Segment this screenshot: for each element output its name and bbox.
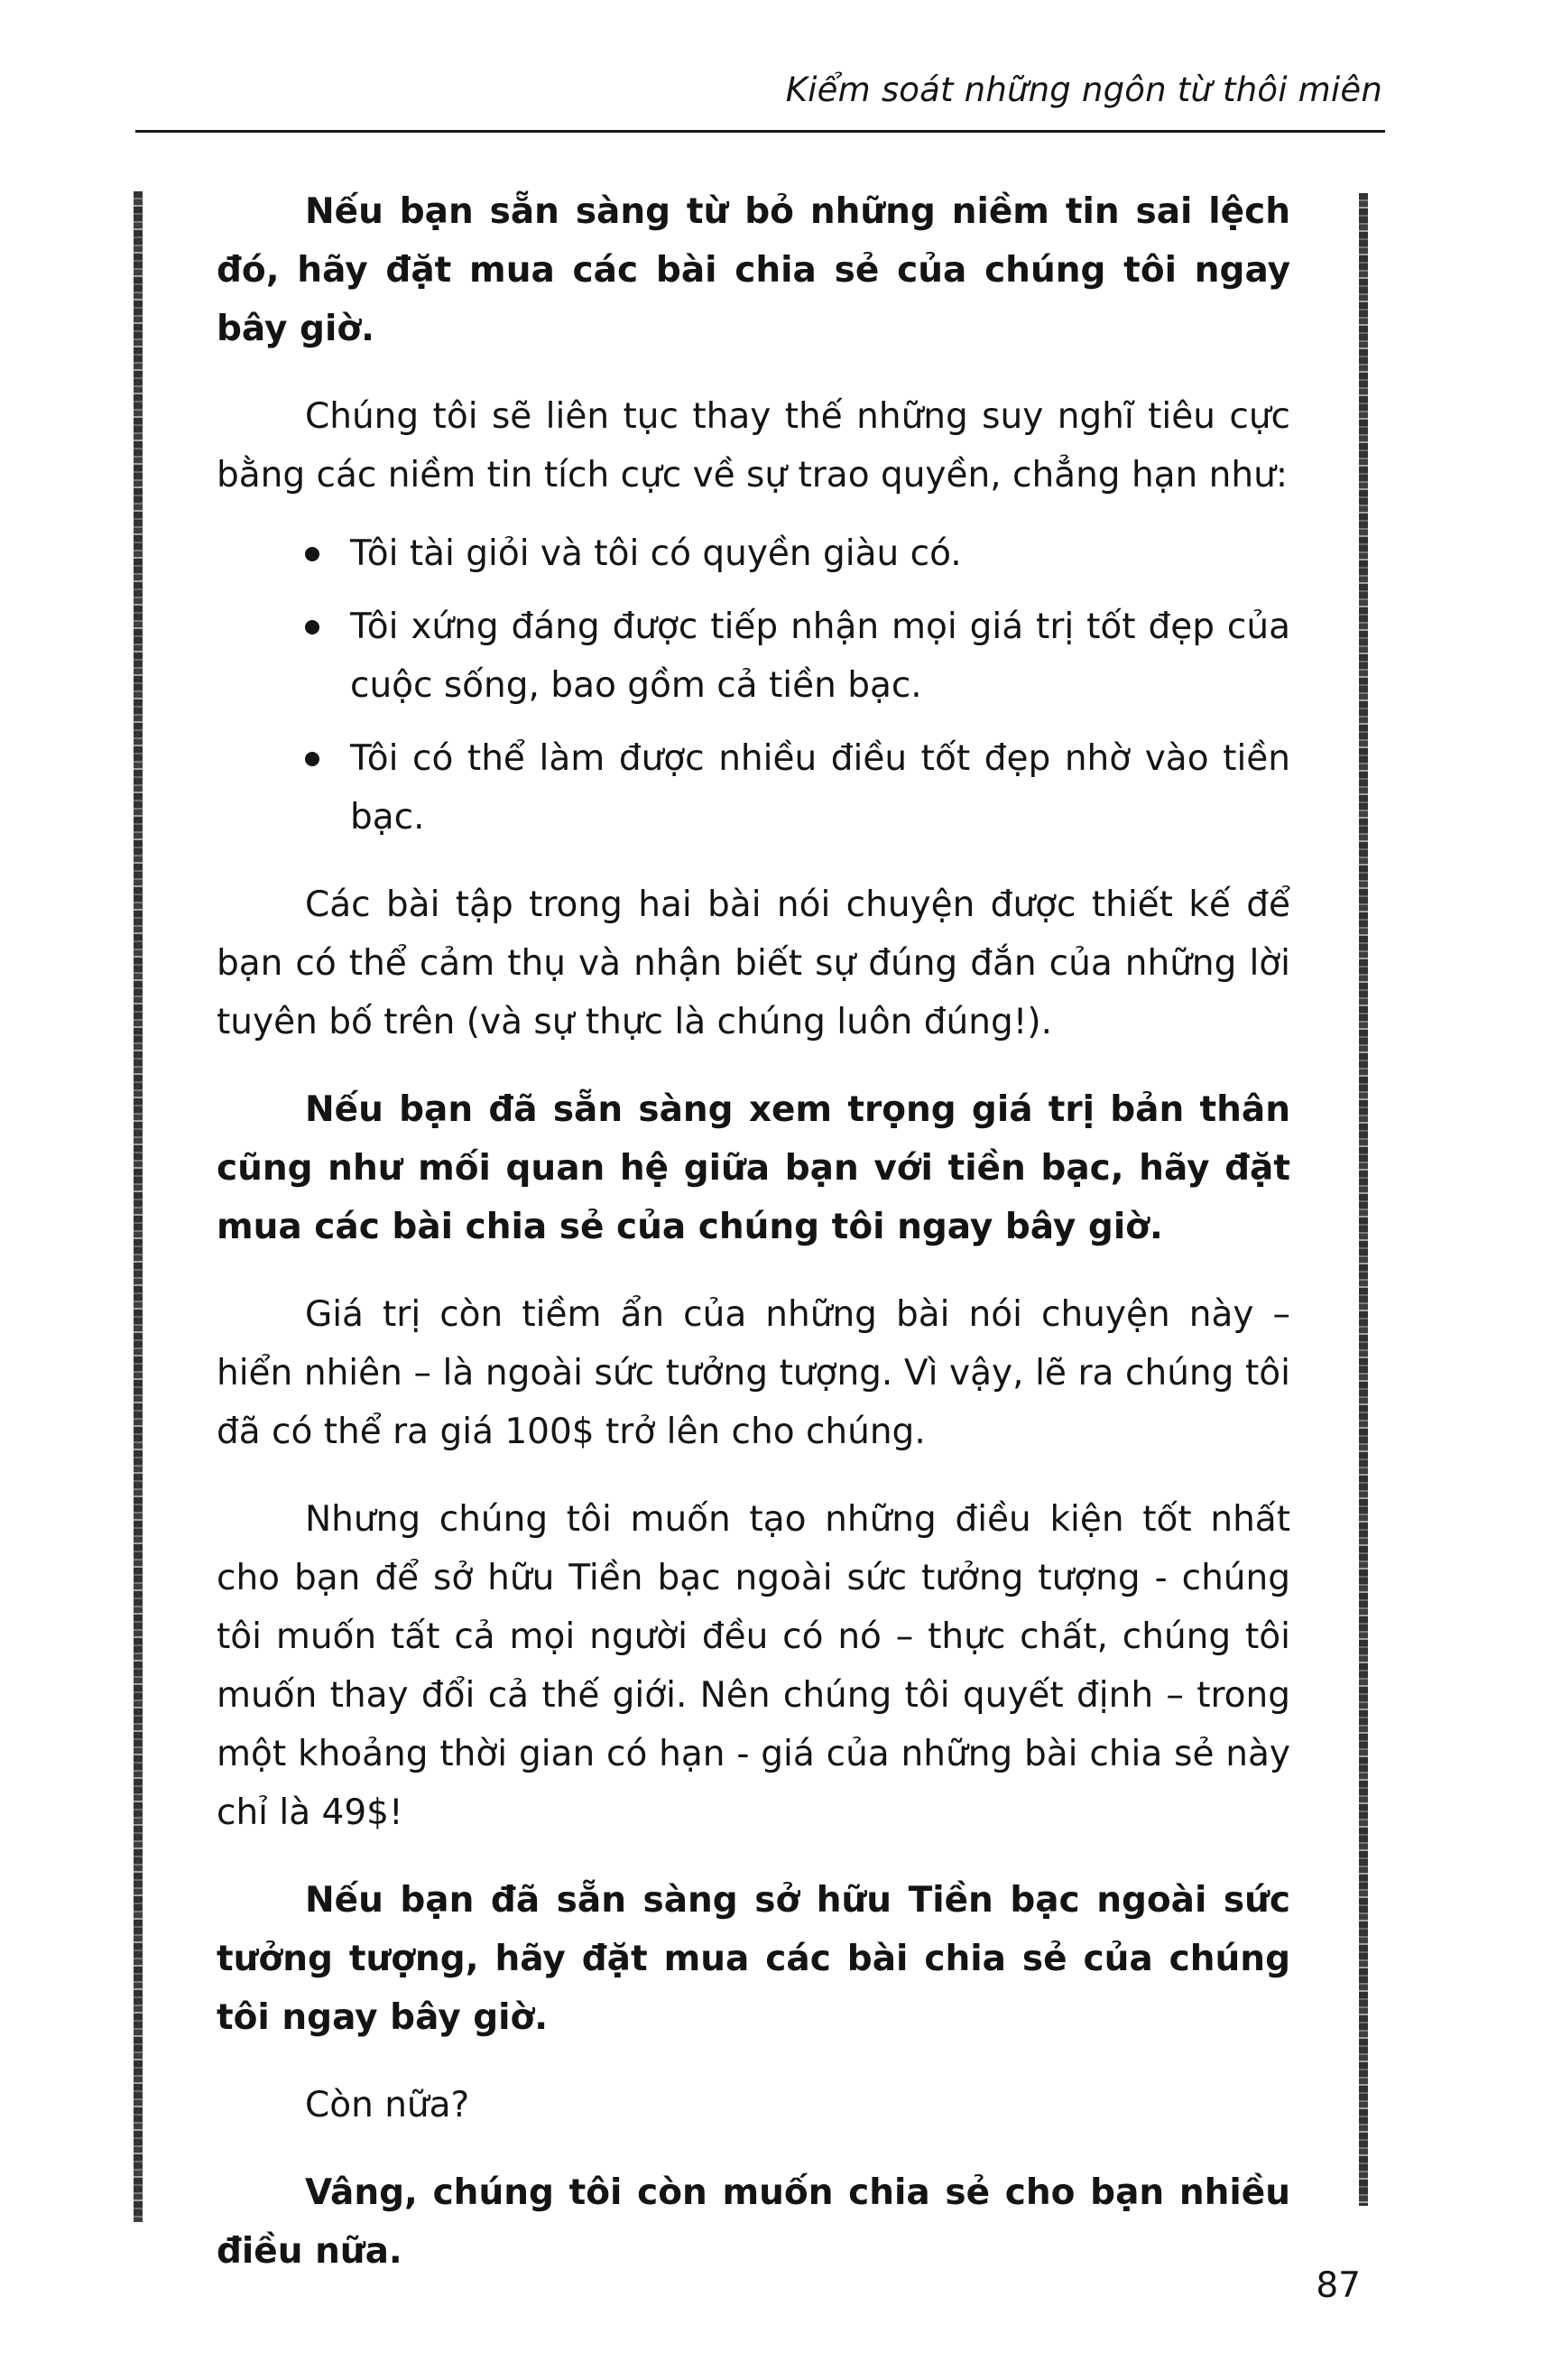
paragraph-value: Giá trị còn tiềm ẩn của những bài nói chuyện này – hiển nhiên – là ngoài sức tưởng tượng. Vì vậy, lẽ ra chúng tôi đã có thể ra giá 100$ trở lên cho chúng.	[217, 1294, 1290, 1452]
paragraph-cta-2: Nếu bạn đã sẵn sàng xem trọng giá trị bản thân cũng như mối quan hệ giữa bạn với tiền bạc, hãy đặt mua các bài chia sẻ của chúng tôi ngay bây giờ.	[217, 1089, 1290, 1247]
list-item-text: Tôi tài giỏi và tôi có quyền giàu có.	[350, 533, 962, 574]
list-item	[217, 729, 1290, 847]
paragraph-cta-3: Nếu bạn đã sẵn sàng sở hữu Tiền bạc ngoài sức tưởng tượng, hãy đặt mua các bài chia sẻ của chúng tôi ngay bây giờ.	[217, 1880, 1290, 2038]
paragraph-closing: Vâng, chúng tôi còn muốn chia sẻ cho bạn nhiều điều nữa.	[217, 2172, 1290, 2272]
scan-edge-left	[134, 191, 143, 2222]
page-body	[217, 182, 1290, 2310]
belief-list	[217, 524, 1290, 847]
bullet-icon	[305, 547, 319, 561]
header-rule	[135, 130, 1385, 133]
paragraph-cta-1: Nếu bạn sẵn sàng từ bỏ những niềm tin sai lệch đó, hãy đặt mua các bài chia sẻ của chúng tôi ngay bây giờ.	[217, 191, 1290, 349]
list-item-text: Tôi có thể làm được nhiều điều tốt đẹp nhờ vào tiền bạc.	[350, 738, 1290, 838]
list-item	[217, 597, 1290, 715]
paragraph-question: Còn nữa?	[305, 2085, 470, 2125]
scan-edge-right	[1359, 193, 1368, 2206]
paragraph-exercises: Các bài tập trong hai bài nói chuyện được thiết kế để bạn có thể cảm thụ và nhận biết sự đúng đắn của những lời tuyên bố trên (và sự thực là chúng luôn đúng!).	[217, 884, 1290, 1042]
bullet-icon	[305, 620, 319, 634]
list-item	[217, 524, 1290, 583]
page-number: 87	[1316, 2265, 1361, 2306]
running-header: Kiểm soát những ngôn từ thôi miên	[785, 70, 1382, 109]
list-item-text: Tôi xứng đáng được tiếp nhận mọi giá trị tốt đẹp của cuộc sống, bao gồm cả tiền bạc.	[350, 607, 1290, 706]
paragraph-price: Nhưng chúng tôi muốn tạo những điều kiện tốt nhất cho bạn để sở hữu Tiền bạc ngoài sức tưởng tượng - chúng tôi muốn tất cả mọi người đều có nó – thực chất, chúng tôi muốn thay đổi cả thế giới. Nên chúng tôi quyết định – trong một khoảng thời gian có hạn - giá của những bài chia sẻ này chỉ là 49$!	[217, 1499, 1290, 1833]
bullet-icon	[305, 752, 319, 766]
paragraph-intro-beliefs: Chúng tôi sẽ liên tục thay thế những suy nghĩ tiêu cực bằng các niềm tin tích cực về sự trao quyền, chẳng hạn như:	[217, 396, 1290, 495]
